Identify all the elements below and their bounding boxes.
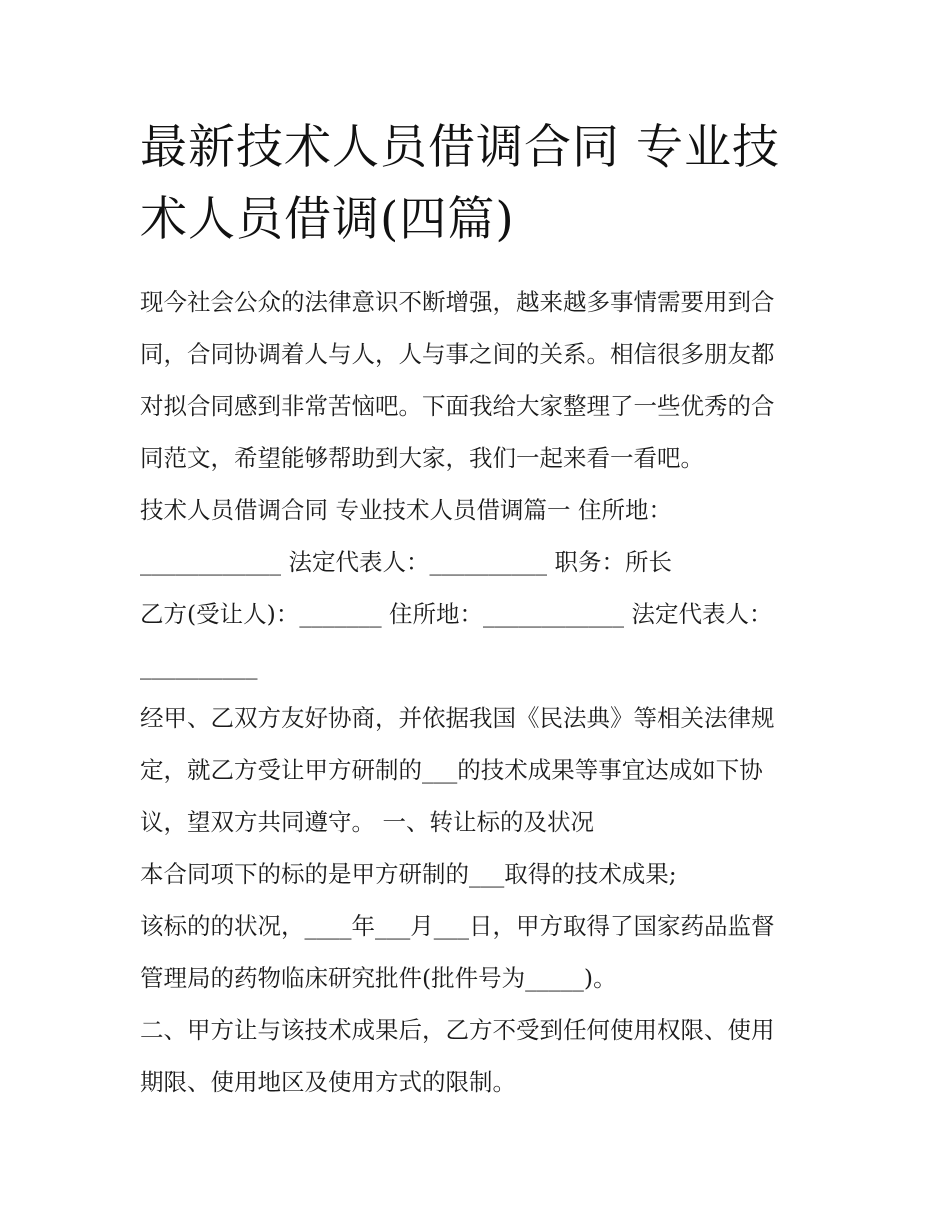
- body-line: 同范文，希望能够帮助到大家，我们一起来看一看吧。: [140, 444, 704, 472]
- title-line: 术人员借调(四篇): [140, 192, 515, 247]
- body-line: 技术人员借调合同 专业技术人员借调篇一 住所地：: [140, 496, 672, 524]
- body-line: __________: [140, 652, 258, 680]
- body-line: 同，合同协调着人与人，人与事之间的关系。相信很多朋友都: [140, 340, 775, 368]
- document-title: [140, 112, 820, 256]
- body-line: 议，望双方共同遵守。 一、转让标的及状况: [140, 808, 594, 836]
- body-line: 本合同项下的标的是甲方研制的___取得的技术成果;: [140, 860, 677, 888]
- body-line: 经甲、乙双方友好协商，并依据我国《民法典》等相关法律规: [140, 704, 775, 732]
- body-line: ____________ 法定代表人：__________ 职务：所长: [140, 548, 672, 576]
- body-line: 乙方(受让人)：_______ 住所地：____________ 法定代表人：: [140, 600, 773, 628]
- document-body: [140, 276, 820, 1108]
- body-line: 期限、使用地区及使用方式的限制。: [140, 1068, 516, 1096]
- body-line: 对拟合同感到非常苦恼吧。下面我给大家整理了一些优秀的合: [140, 392, 775, 420]
- title-line: 最新技术人员借调合同 专业技: [140, 120, 780, 175]
- body-line: 管理局的药物临床研究批件(批件号为_____)。: [140, 964, 617, 992]
- body-line: 该标的的状况，____年___月___日，甲方取得了国家药品监督: [140, 912, 775, 940]
- body-line: 二、甲方让与该技术成果后，乙方不受到任何使用权限、使用: [140, 1016, 775, 1044]
- body-line: 现今社会公众的法律意识不断增强，越来越多事情需要用到合: [140, 288, 775, 316]
- body-line: 定，就乙方受让甲方研制的___的技术成果等事宜达成如下协: [140, 756, 763, 784]
